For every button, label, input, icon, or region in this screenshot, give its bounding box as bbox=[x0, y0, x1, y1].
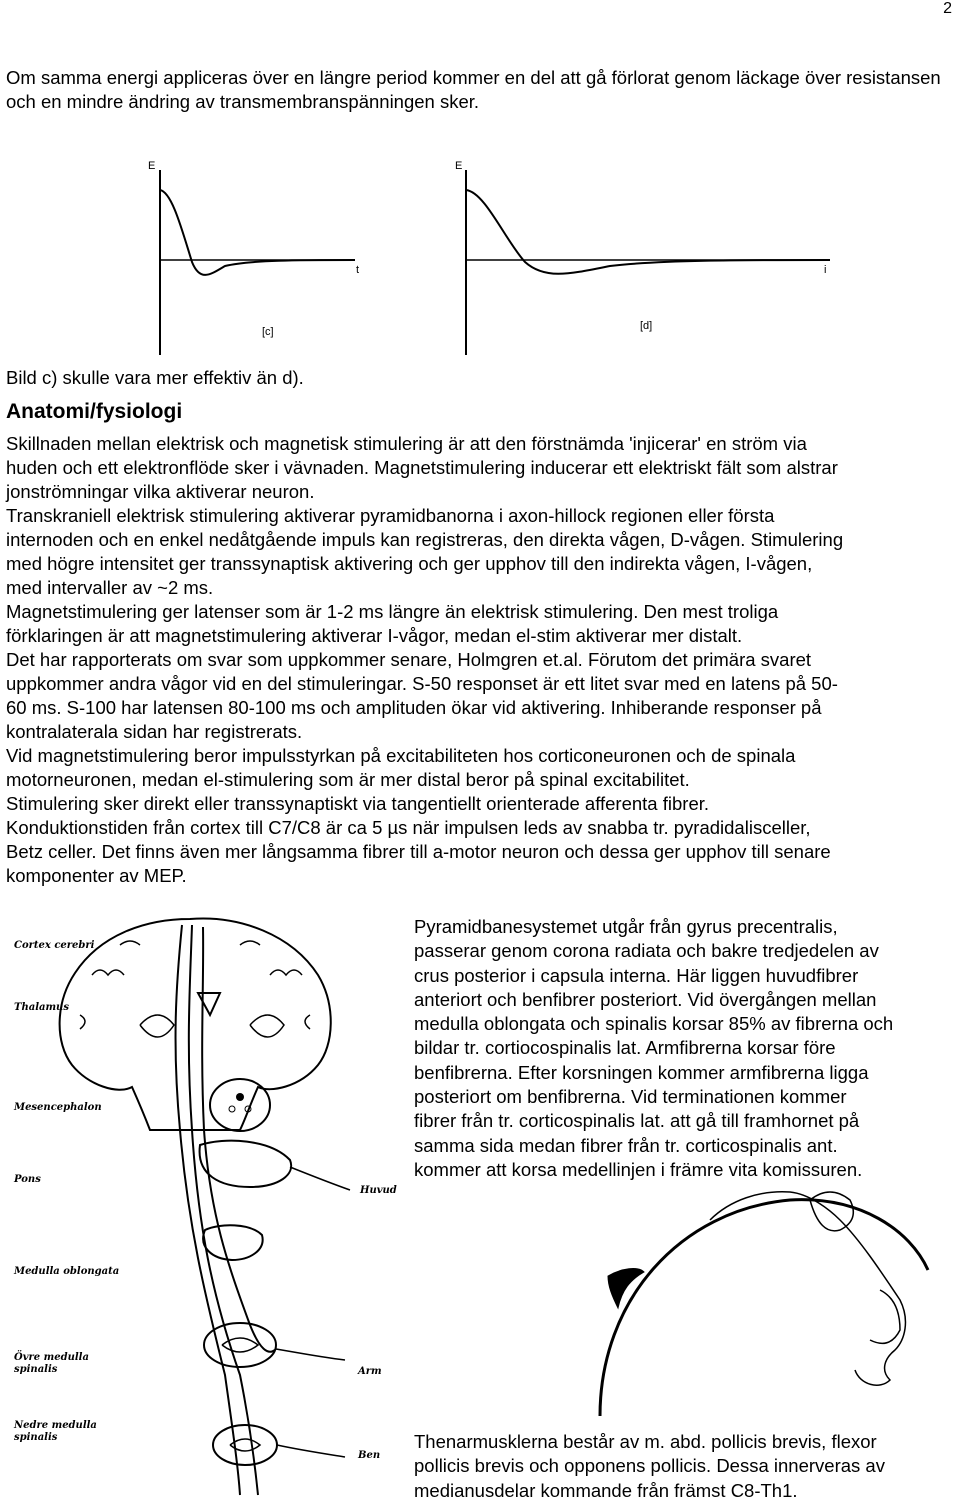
side-line: kommer att korsa medellinjen i främre vita komissuren. bbox=[414, 1158, 863, 1180]
head-nerve bbox=[290, 1167, 350, 1190]
body-line: Magnetstimulering ger latenser som är 1-2 ms längre än elektrisk stimulering. Den mest troliga bbox=[6, 601, 779, 622]
label-upper-spinal-2: spinalis bbox=[14, 1364, 58, 1375]
body-line: Transkraniell elektrisk stimulering aktiverar pyramidbanorna i axon-hillock regionen eller första bbox=[6, 505, 775, 526]
d-waveform bbox=[466, 190, 830, 274]
label-mesencephalon: Mesencephalon bbox=[14, 1102, 102, 1113]
arm-nerve bbox=[276, 1349, 345, 1360]
body-line: 60 ms. S-100 har latensen 80-100 ms och amplituden ökar vid aktivering. Inhiberande responser på bbox=[6, 697, 822, 718]
side-line: bildar tr. cortiocospinalis lat. Armfibrerna korsar före bbox=[414, 1037, 836, 1059]
pulse-waveform-figure bbox=[140, 150, 840, 360]
side-line: Pyramidbanesystemet utgår från gyrus precentralis, bbox=[414, 916, 838, 937]
upper-spinal-section bbox=[204, 1323, 276, 1367]
body-line: Vid magnetstimulering beror impulsstyrkan på excitabiliteten hos corticoneuronen och de spinala bbox=[6, 745, 796, 766]
tract-fiber-3 bbox=[202, 927, 275, 1352]
bottom-line: pollicis brevis och opponens pollicis. Dessa innerveras av bbox=[414, 1455, 885, 1477]
label-cortex: Cortex cerebri bbox=[14, 940, 95, 951]
d-y-label: E bbox=[455, 160, 463, 172]
side-line: passerar genom corona radiata och bakre tredjedelen av bbox=[414, 940, 879, 962]
side-line: crus posterior i capsula interna. Här liggen huvudfibrer bbox=[414, 964, 859, 986]
cortex-arc bbox=[600, 1200, 928, 1416]
tract-fiber-2 bbox=[189, 925, 258, 1495]
homunculus-drawing bbox=[560, 1180, 940, 1420]
bottom-line: medianusdelar kommande från främst C8-Th1. bbox=[414, 1479, 798, 1501]
brain-outline bbox=[60, 918, 331, 1130]
body-line: kontralaterala sidan har registrerats. bbox=[6, 721, 303, 742]
label-medulla: Medulla oblongata bbox=[14, 1266, 120, 1277]
label-arm: Arm bbox=[358, 1366, 382, 1377]
section-heading: Anatomi/fysiologi bbox=[6, 400, 183, 423]
cortex-gyri bbox=[80, 941, 310, 1029]
side-line: benfibrerna. Efter korsningen kommer armfibrerna ligga bbox=[414, 1061, 869, 1083]
side-line: fibrer från tr. corticospinalis lat. att gå till framhornet på bbox=[414, 1110, 860, 1132]
homunculus-face bbox=[870, 1290, 900, 1343]
label-thalamus: Thalamus bbox=[14, 1002, 69, 1013]
d-x-label: i bbox=[824, 264, 827, 276]
c-y-label: E bbox=[148, 160, 156, 172]
c-x-label: t bbox=[356, 264, 360, 276]
bottom-text bbox=[414, 1430, 954, 1503]
lower-spinal-section bbox=[213, 1425, 277, 1465]
homunculus-figure bbox=[710, 1192, 905, 1385]
body-line: med högre intensitet ger transsynaptisk aktivering och ger upphov till den indirekta vågen, I-vågen, bbox=[6, 553, 813, 574]
side-line: medulla oblongata och spinalis korsar 85% av fibrerna och bbox=[414, 1013, 894, 1035]
c-waveform bbox=[160, 190, 355, 275]
body-text bbox=[6, 432, 956, 888]
body-line: Konduktionstiden från cortex till C7/C8 är ca 5 µs när impulsen leds av snabba tr. pyradidalisceller, bbox=[6, 817, 811, 838]
body-line: motorneuronen, medan el-stimulering som är mer distal beror på spinal excitabilitet. bbox=[6, 769, 690, 790]
pyramidal-tract-diagram bbox=[0, 905, 400, 1499]
label-lower-spinal-1: Nedre medulla bbox=[14, 1420, 97, 1431]
body-line: jonströmningar vilka aktiverar neuron. bbox=[6, 481, 315, 502]
side-line: anteriort och benfibrer posteriort. Vid övergången mellan bbox=[414, 988, 877, 1010]
body-line: internoden och en enkel nedåtgående impuls kan registreras, den direkta vågen, D-vågen. Stimulering bbox=[6, 529, 844, 550]
intro-paragraph: Om samma energi appliceras över en längre period kommer en del att gå förlorat genom läckage över resistansen och en mindre ändring av transmembranspänningen sker. bbox=[6, 67, 941, 112]
c-figure-label: [c] bbox=[262, 326, 274, 338]
body-line: Skillnaden mellan elektrisk och magnetisk stimulering är att den förstnämda 'injicerar' en ström via bbox=[6, 433, 807, 454]
medulla-section bbox=[203, 1225, 262, 1260]
body-line: med intervaller av ~2 ms. bbox=[6, 577, 214, 598]
leg-nerve bbox=[277, 1445, 345, 1457]
d-figure-label: [d] bbox=[640, 320, 653, 332]
body-line: Stimulering sker direkt eller transsynaptiskt via tangentiellt orienterade afferenta fibrer. bbox=[6, 793, 710, 814]
basal-ganglia bbox=[140, 1015, 284, 1037]
label-pons: Pons bbox=[14, 1174, 41, 1185]
mesencephalon-section bbox=[210, 1079, 270, 1131]
page-number: 2 bbox=[943, 0, 952, 17]
body-line: Det har rapporterats om svar som uppkommer senare, Holmgren et.al. Förutom det primära svaret bbox=[6, 649, 812, 670]
label-lower-spinal-2: spinalis bbox=[14, 1432, 58, 1443]
body-line: komponenter av MEP. bbox=[6, 865, 187, 886]
bottom-line: Thenarmusklerna består av m. abd. pollicis brevis, flexor bbox=[414, 1431, 877, 1452]
side-text bbox=[414, 915, 960, 1182]
label-upper-spinal-1: Övre medulla bbox=[14, 1352, 89, 1363]
pons-section bbox=[200, 1141, 292, 1187]
body-line: huden och ett elektronflöde sker i vävnaden. Magnetstimulering inducerar ett elektriskt fält som alstrar bbox=[6, 457, 838, 478]
body-line: Betz celler. Det finns även mer långsamma fibrer till a-motor neuron och dessa ger upphov till senare bbox=[6, 841, 831, 862]
side-line: samma sida medan fibrer från tr. corticospinalis ant. bbox=[414, 1134, 838, 1156]
body-line: förklaringen är att magnetstimulering aktiverar I-vågor, medan el-stim aktiverar mer distalt. bbox=[6, 625, 743, 646]
label-ben: Ben bbox=[358, 1450, 381, 1461]
ventricle bbox=[198, 993, 220, 1015]
side-line: posteriort om benfibrerna. Vid terminationen kommer bbox=[414, 1086, 847, 1108]
body-line: uppkommer andra vågor vid en del stimuleringar. S-50 responset är ett litet svar med en latens på 50- bbox=[6, 673, 838, 694]
figure-caption: Bild c) skulle vara mer effektiv än d). bbox=[6, 367, 304, 388]
label-huvud: Huvud bbox=[360, 1185, 397, 1196]
